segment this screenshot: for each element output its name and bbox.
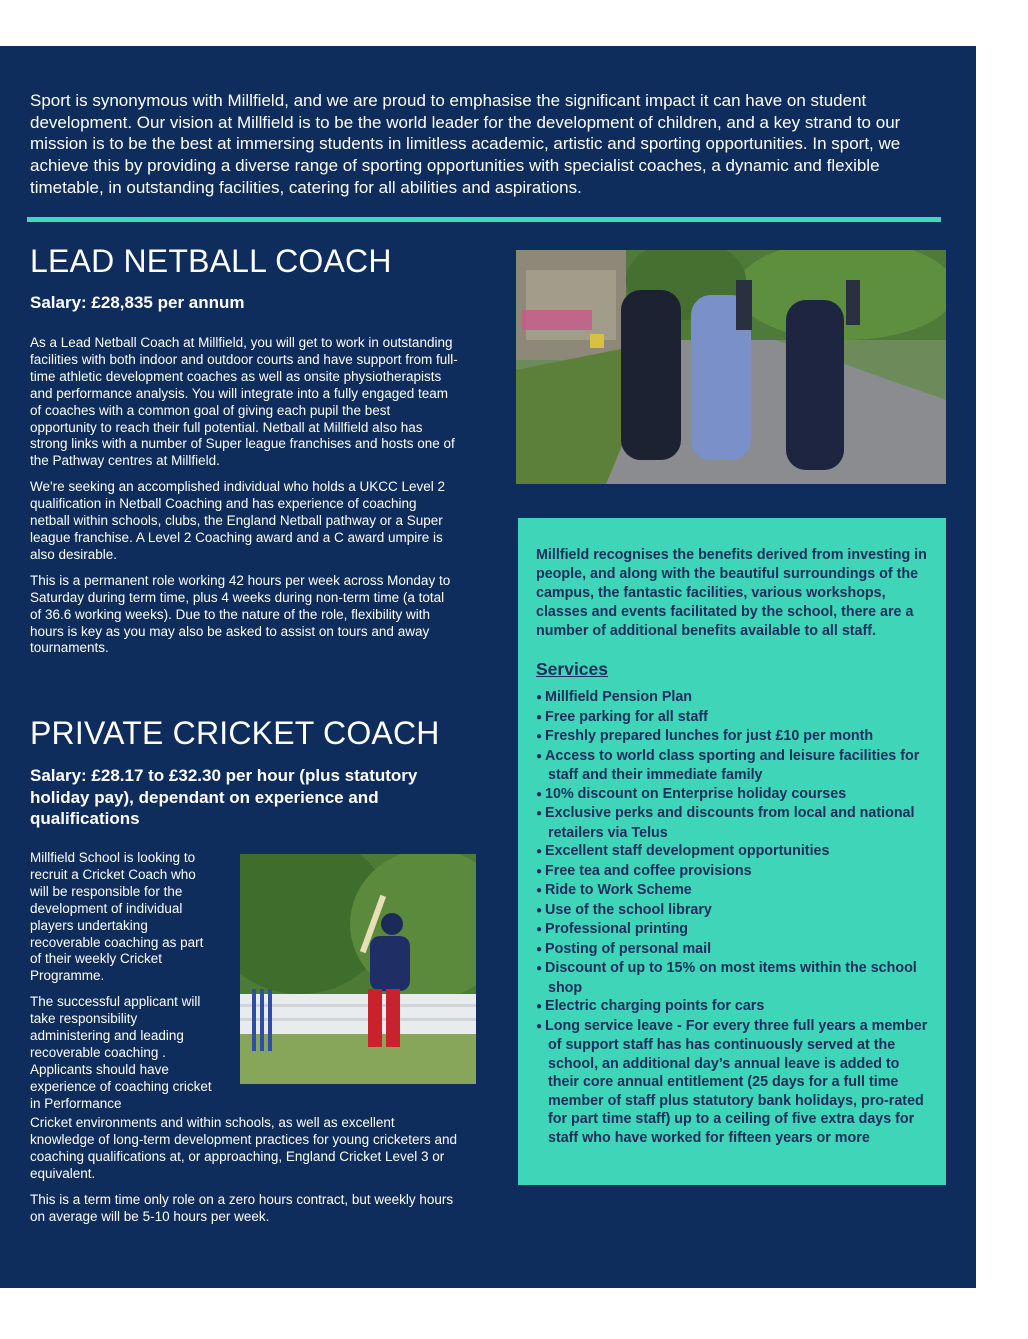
list-item: ● Millfield Pension Plan <box>536 688 930 708</box>
list-item: ● 10% discount on Enterprise holiday courses <box>536 785 930 805</box>
cricket-paragraph: The successful applicant will take responsibility administering and leading recoverable coaching . Applicants should have experience of coaching cricket in Performance <box>30 994 212 1111</box>
list-item: ● Long service leave - For every three full years a member of support staff has has continuously served at the school, an additional day’s annual leave is added to their core annual entitlement (25 days for a full time member of staff plus statutory bank holidays, pro-rated for part time staff) up to a ceiling of five extra days for staff who have worked for fifteen years or more <box>536 1017 930 1148</box>
netball-title: LEAD NETBALL COACH <box>30 243 392 279</box>
list-item: ● Professional printing <box>536 920 930 940</box>
list-item: ● Use of the school library <box>536 901 930 921</box>
cricket-paragraph: Millfield School is looking to recruit a Cricket Coach who will be responsible for the development of individual players undertaking recoverable coaching as part of their weekly Cricket Programme. <box>30 850 204 984</box>
cricket-salary: Salary: £28.17 to £32.30 per hour (plus statutory holiday pay), dependant on experience and qualifications <box>30 766 418 828</box>
list-item: ● Access to world class sporting and leisure facilities for staff and their immediate family <box>536 747 930 785</box>
services-list <box>536 688 930 1147</box>
list-item: ● Posting of personal mail <box>536 940 930 960</box>
list-item: ● Discount of up to 15% on most items within the school shop <box>536 959 930 997</box>
cricket-paragraph: Cricket environments and within schools, as well as excellent knowledge of long-term development practices for young cricketers and coaching qualifications at, or approaching, England Cricket Level 3 or equivalent. <box>30 1115 457 1181</box>
netball-paragraph: This is a permanent role working 42 hours per week across Monday to Saturday during term time, plus 4 weeks during non-term time (a total of 36.6 working weeks). Due to the nature of the role, flexibility with hours is key as you may also be asked to assist on tours and away tournaments. <box>30 572 451 656</box>
benefits-intro: Millfield recognises the benefits derived from investing in people, and along with the beautiful surroundings of the campus, the fantastic facilities, various workshops, classes and events facilitated by the school, there are a number of additional benefits available to all staff. <box>536 547 927 640</box>
cricket-paragraph: This is a term time only role on a zero hours contract, but weekly hours on average will be 5-10 hours per week. <box>30 1191 454 1224</box>
cricket-title: PRIVATE CRICKET COACH <box>30 715 440 751</box>
section-divider <box>27 217 941 222</box>
list-item: ● Ride to Work Scheme <box>536 881 930 901</box>
list-item: ● Excellent staff development opportunities <box>536 842 930 862</box>
cricket-photo <box>240 854 476 1084</box>
list-item: ● Electric charging points for cars <box>536 997 930 1017</box>
services-heading: Services <box>536 659 609 680</box>
intro-text: Sport is synonymous with Millfield, and we are proud to emphasise the significant impact it can have on student development. Our vision at Millfield is to be the world leader for the development of children, and a key strand to our mission is to be the best at immersing students in limitless academic, artistic and sporting opportunities. In sport, we achieve this by providing a diverse range of sporting opportunities with specialist coaches, a dynamic and flexible timetable, in outstanding facilities, catering for all abilities and aspirations. <box>30 91 901 197</box>
cricket-description-narrow <box>30 850 218 1113</box>
netball-description <box>30 335 458 666</box>
cricket-description-wide <box>30 1115 460 1234</box>
list-item: ● Free parking for all staff <box>536 708 930 728</box>
netball-salary: Salary: £28,835 per annum <box>30 293 245 312</box>
list-item: ● Free tea and coffee provisions <box>536 862 930 882</box>
list-item: ● Freshly prepared lunches for just £10 per month <box>536 727 930 747</box>
netball-paragraph: We're seeking an accomplished individual who holds a UKCC Level 2 qualification in Netball Coaching and has experience of coaching netball within schools, clubs, the England Netball pathway or a Super league franchise. A Level 2 Coaching award and a C award umpire is also desirable. <box>30 479 446 562</box>
list-item: ● Exclusive perks and discounts from local and national retailers via Telus <box>536 804 930 842</box>
netball-paragraph: As a Lead Netball Coach at Millfield, you will get to work in outstanding facilities with both indoor and outdoor courts and have support from full-time athletic development coaches as well as onsite physiotherapists and performance analysis. You will integrate into a fully engaged team of coaches with a common goal of giving each pupil the best opportunity to reach their full potential. Netball at Millfield also has strong links with a number of Super league franchises and hosts one of the Pathway centres at Millfield. <box>30 335 458 469</box>
students-photo <box>516 250 946 484</box>
benefits-panel <box>518 518 946 1185</box>
